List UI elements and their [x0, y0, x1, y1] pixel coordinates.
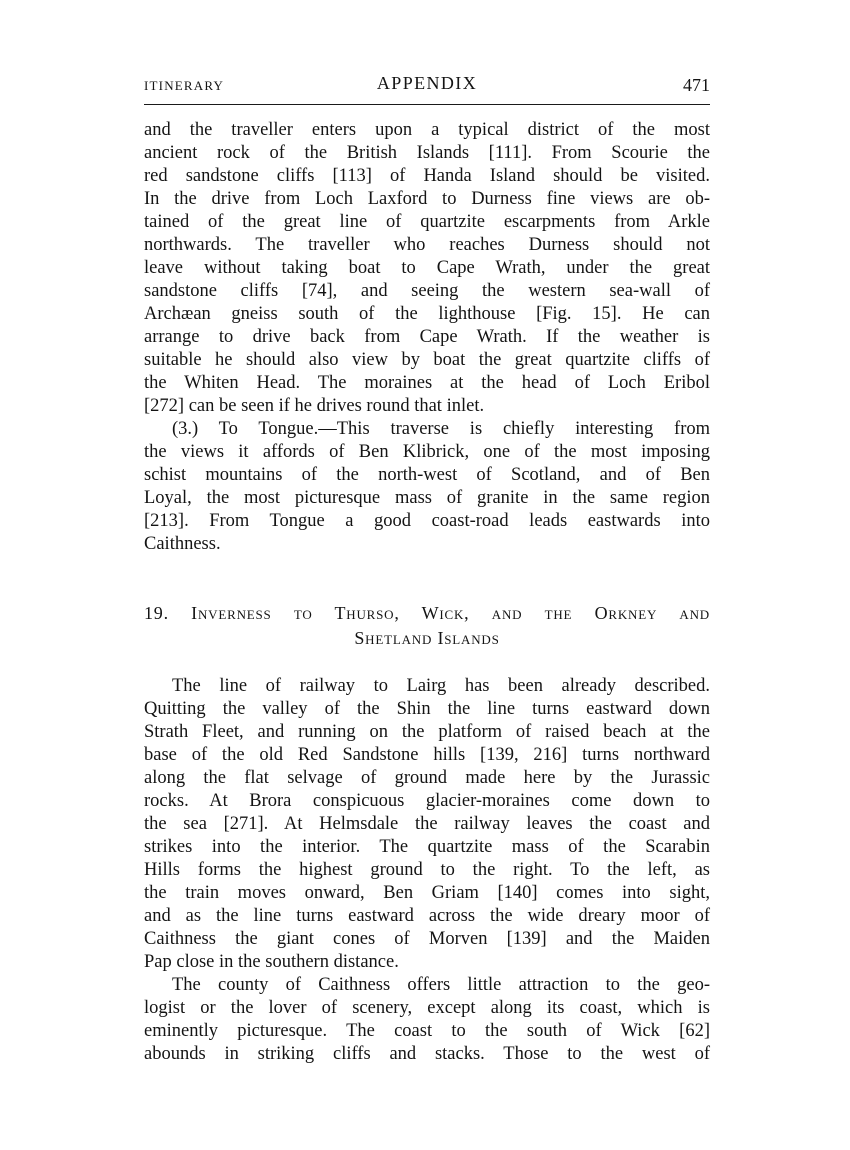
text-line: eminently picturesque. The coast to the south of Wick [62] [144, 1021, 710, 1041]
text-line: schist mountains of the north-west of Scotland, and of Ben [144, 465, 710, 485]
text-line: northwards. The traveller who reaches Durness should not [144, 235, 710, 255]
book-page [144, 70, 710, 1066]
section-heading [144, 601, 710, 651]
section-heading-line: Shetland Islands [354, 628, 500, 648]
text-line: Caithness the giant cones of Morven [139] and the Maiden [144, 929, 710, 949]
running-head-title: APPENDIX [376, 73, 478, 93]
text-line: the views it affords of Ben Klibrick, one of the most imposing [144, 442, 710, 462]
paragraph [144, 974, 710, 1066]
page-number: 471 [683, 75, 710, 95]
text-line: Loyal, the most picturesque mass of granite in the same region [144, 488, 710, 508]
text-line: Caithness. [144, 534, 221, 554]
text-line: [272] can be seen if he drives round that inlet. [144, 396, 485, 416]
section-heading-line: 19. Inverness to Thurso, Wick, and the Orkney and [144, 603, 710, 623]
paragraph [144, 418, 710, 556]
text-line: along the flat selvage of ground made here by the Jurassic [144, 768, 710, 788]
text-line: In the drive from Loch Laxford to Durness fine views are ob- [144, 189, 710, 209]
header-rule [144, 104, 710, 105]
text-line: leave without taking boat to Cape Wrath, under the great [144, 258, 710, 278]
text-line: the sea [271]. At Helmsdale the railway leaves the coast and [144, 814, 710, 834]
text-line: Archæan gneiss south of the lighthouse [Fig. 15]. He can [144, 304, 710, 324]
body-text-top [144, 119, 710, 556]
text-line: suitable he should also view by boat the great quartzite cliffs of [144, 350, 710, 370]
body-text-bottom [144, 675, 710, 1066]
text-line: sandstone cliffs [74], and seeing the western sea-wall of [144, 281, 710, 301]
text-line: Hills forms the highest ground to the right. To the left, as [144, 860, 710, 880]
paragraph [144, 675, 710, 974]
text-line: strikes into the interior. The quartzite mass of the Scarabin [144, 837, 710, 857]
text-line: base of the old Red Sandstone hills [139, 216] turns northward [144, 745, 710, 765]
text-line: [213]. From Tongue a good coast-road leads eastwards into [144, 511, 710, 531]
text-line: (3.) To Tongue.—This traverse is chiefly interesting from [172, 419, 710, 439]
text-line: the train moves onward, Ben Griam [140] comes into sight, [144, 883, 710, 903]
running-head [144, 70, 710, 100]
text-line: The county of Caithness offers little attraction to the geo- [172, 975, 710, 995]
text-line: Pap close in the southern distance. [144, 952, 399, 972]
paragraph [144, 119, 710, 418]
text-line: ancient rock of the British Islands [111]. From Scourie the [144, 143, 710, 163]
text-line: rocks. At Brora conspicuous glacier-moraines come down to [144, 791, 710, 811]
text-line: abounds in striking cliffs and stacks. Those to the west of [144, 1044, 710, 1064]
text-line: arrange to drive back from Cape Wrath. If the weather is [144, 327, 710, 347]
text-line: red sandstone cliffs [113] of Handa Island should be visited. [144, 166, 710, 186]
text-line: The line of railway to Lairg has been already described. [172, 676, 710, 696]
text-line: logist or the lover of scenery, except along its coast, which is [144, 998, 710, 1018]
text-line: and as the line turns eastward across the wide dreary moor of [144, 906, 710, 926]
text-line: the Whiten Head. The moraines at the head of Loch Eribol [144, 373, 710, 393]
text-line: Quitting the valley of the Shin the line turns eastward down [144, 699, 710, 719]
text-line: Strath Fleet, and running on the platform of raised beach at the [144, 722, 710, 742]
text-line: tained of the great line of quartzite escarpments from Arkle [144, 212, 710, 232]
text-line: and the traveller enters upon a typical district of the most [144, 120, 710, 140]
running-head-section: ITINERARY [144, 78, 225, 93]
